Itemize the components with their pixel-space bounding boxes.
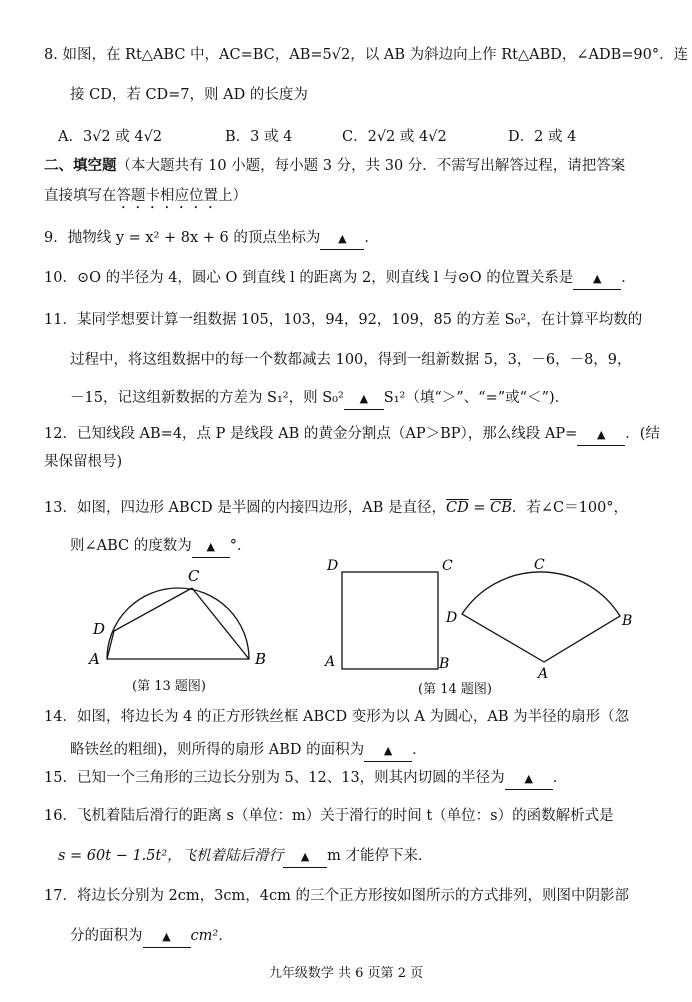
q13-arc-cb: $\overline{CB}$ [490,500,512,516]
section2-desc2-pre: 直接填写在 [44,188,117,204]
q11-end: S₁²（填“＞”、“=”或“＜”)． [383,390,570,406]
q15-text: 15．已知一个三角形的三边长分别为 5、12、13，则其内切圆的半径为 [44,770,505,786]
q11-text: －15，记这组新数据的方差为 S₁²，则 S₀² [70,390,344,406]
blank-triangle-icon: ▲ [383,744,393,757]
fig14-square-label-a: A [325,654,336,670]
figure-14-square-and-sector-diagram [318,552,648,682]
q13-equals: = [468,500,491,516]
fig13-label-d: D [93,620,106,638]
blank-triangle-icon: ▲ [593,272,602,285]
q15-end: ． [552,770,568,786]
section2-desc2-post: 上） [218,188,247,204]
fig14-square-label-c: C [442,558,453,574]
q16-answer-blank [283,846,327,868]
q17-line2 [70,926,233,948]
q10-end: ． [621,270,636,286]
figure-13-semicircle-diagram [80,560,280,672]
q12-line2: 果保留根号) [44,454,123,470]
q16-text: s = 60t − 1.5t²，飞机着陆后滑行 [58,848,284,864]
q11-line2: 过程中，将这组数据中的每一个数都减去 100，得到一组新数据 5，3，－6，－8，9， [70,352,632,368]
blank-triangle-icon: ▲ [300,850,310,863]
blank-triangle-icon: ▲ [206,540,215,553]
q13-answer-blank [192,536,230,558]
fig14-sector-label-a: A [538,666,549,682]
q12-answer-blank [577,424,625,446]
fig13-label-b: B [255,650,267,668]
q12-line1 [44,424,660,446]
q14-end: ． [412,742,427,758]
section2-desc: （本大题共有 10 小题，每小题 3 分，共 30 分．不需写出解答过程，请把答案 [116,158,626,174]
q14-line1: 14．如图，将边长为 4 的正方形铁丝框 ABCD 变形为以 A 为圆心，AB 为半径的扇形（忽 [44,709,630,725]
blank-triangle-icon: ▲ [597,428,606,441]
q17-end: cm²． [190,928,233,944]
q17-line1: 17．将边长分别为 2cm，3cm，4cm 的三个正方形按如图所示的方式排列，则图中阴影部 [44,888,629,904]
q16-line1: 16．飞机着陆后滑行的距离 s（单位：m）关于滑行的时间 t（单位：s）的函数解析式是 [44,808,614,824]
q8-option-b: B．3 或 4 [225,129,293,145]
q17-text: 分的面积为 [70,928,143,944]
blank-triangle-icon: ▲ [338,232,347,245]
q14-line2 [70,740,427,762]
q13-text-2: 则∠ABC 的度数为 [70,538,192,554]
q8-option-c: C．2√2 或 4√2 [342,129,447,145]
q10-answer-blank [573,268,621,290]
q9-text: 9．抛物线 y = x² + 8x + 6 的顶点坐标为 [44,230,321,246]
q16-end: m 才能停下来． [327,848,433,864]
q11-answer-blank [344,388,384,410]
fig14-square-label-d: D [327,558,339,574]
fig13-label-c: C [188,567,200,585]
q13-line1 [44,498,628,518]
blank-triangle-icon: ▲ [162,930,171,943]
q10-text: 10．⊙O 的半径为 4，圆心 O 到直线 l 的距离为 2，则直线 l 与⊙O 的位置关系是 [44,270,574,286]
q11-line1: 11．某同学想要计算一组数据 105，103，94，92，109，85 的方差 S₀²，在计算平均数的 [44,312,643,328]
fig14-sector-label-c: C [534,557,545,573]
fig13-label-a: A [89,650,100,668]
q8-line2: 接 CD，若 CD=7，则 AD 的长度为 [70,87,308,103]
q12-end: ．(结 [625,426,660,442]
fig13-caption: (第 13 题图) [132,679,206,694]
section2-desc-line2 [44,186,247,212]
q14-answer-blank [364,740,412,762]
fig14-sector-label-b: B [622,613,633,629]
q15 [44,768,567,790]
q15-answer-blank [505,768,553,790]
section2-heading [44,156,625,176]
section2-title: 二、填空题 [44,157,117,174]
blank-triangle-icon: ▲ [524,772,533,785]
q12-text: 12．已知线段 AB=4，点 P 是线段 AB 的黄金分割点（AP＞BP），那么线段 AP= [44,426,578,442]
q13-end: °． [229,538,252,554]
q9 [44,228,379,250]
q8-option-d: D．2 或 4 [508,129,577,145]
q8-line1: 8. 如图，在 Rt△ABC 中，AC=BC，AB=5√2，以 AB 为斜边向上作 Rt△ABD，∠ADB=90°．连 [44,47,689,63]
q13-line2 [70,536,252,558]
q10 [44,268,636,290]
q13-text-post: ．若∠C＝100°， [511,500,629,516]
fig14-sector-label-d: D [446,610,458,626]
q14-text: 略铁丝的粗细)，则所得的扇形 ABD 的面积为 [70,742,365,758]
section2-desc2-emphasis: 答题卡相应位置 [116,188,218,204]
q13-arc-cd: $\overline{CD}$ [446,500,469,516]
q11-line3 [70,388,569,410]
q9-answer-blank [320,228,364,250]
q8-option-a: A．3√2 或 4√2 [58,129,163,145]
q16-line2 [58,846,433,868]
q17-answer-blank [143,926,191,948]
blank-triangle-icon: ▲ [359,392,369,405]
fig14-square-label-b: B [439,656,450,672]
q9-end: ． [364,230,379,246]
q13-text: 13．如图，四边形 ABCD 是半圆的内接四边形，AB 是直径， [44,500,447,516]
fig14-caption: (第 14 题图) [418,682,492,697]
page-footer: 九年级数学 共 6 页第 2 页 [268,966,424,981]
